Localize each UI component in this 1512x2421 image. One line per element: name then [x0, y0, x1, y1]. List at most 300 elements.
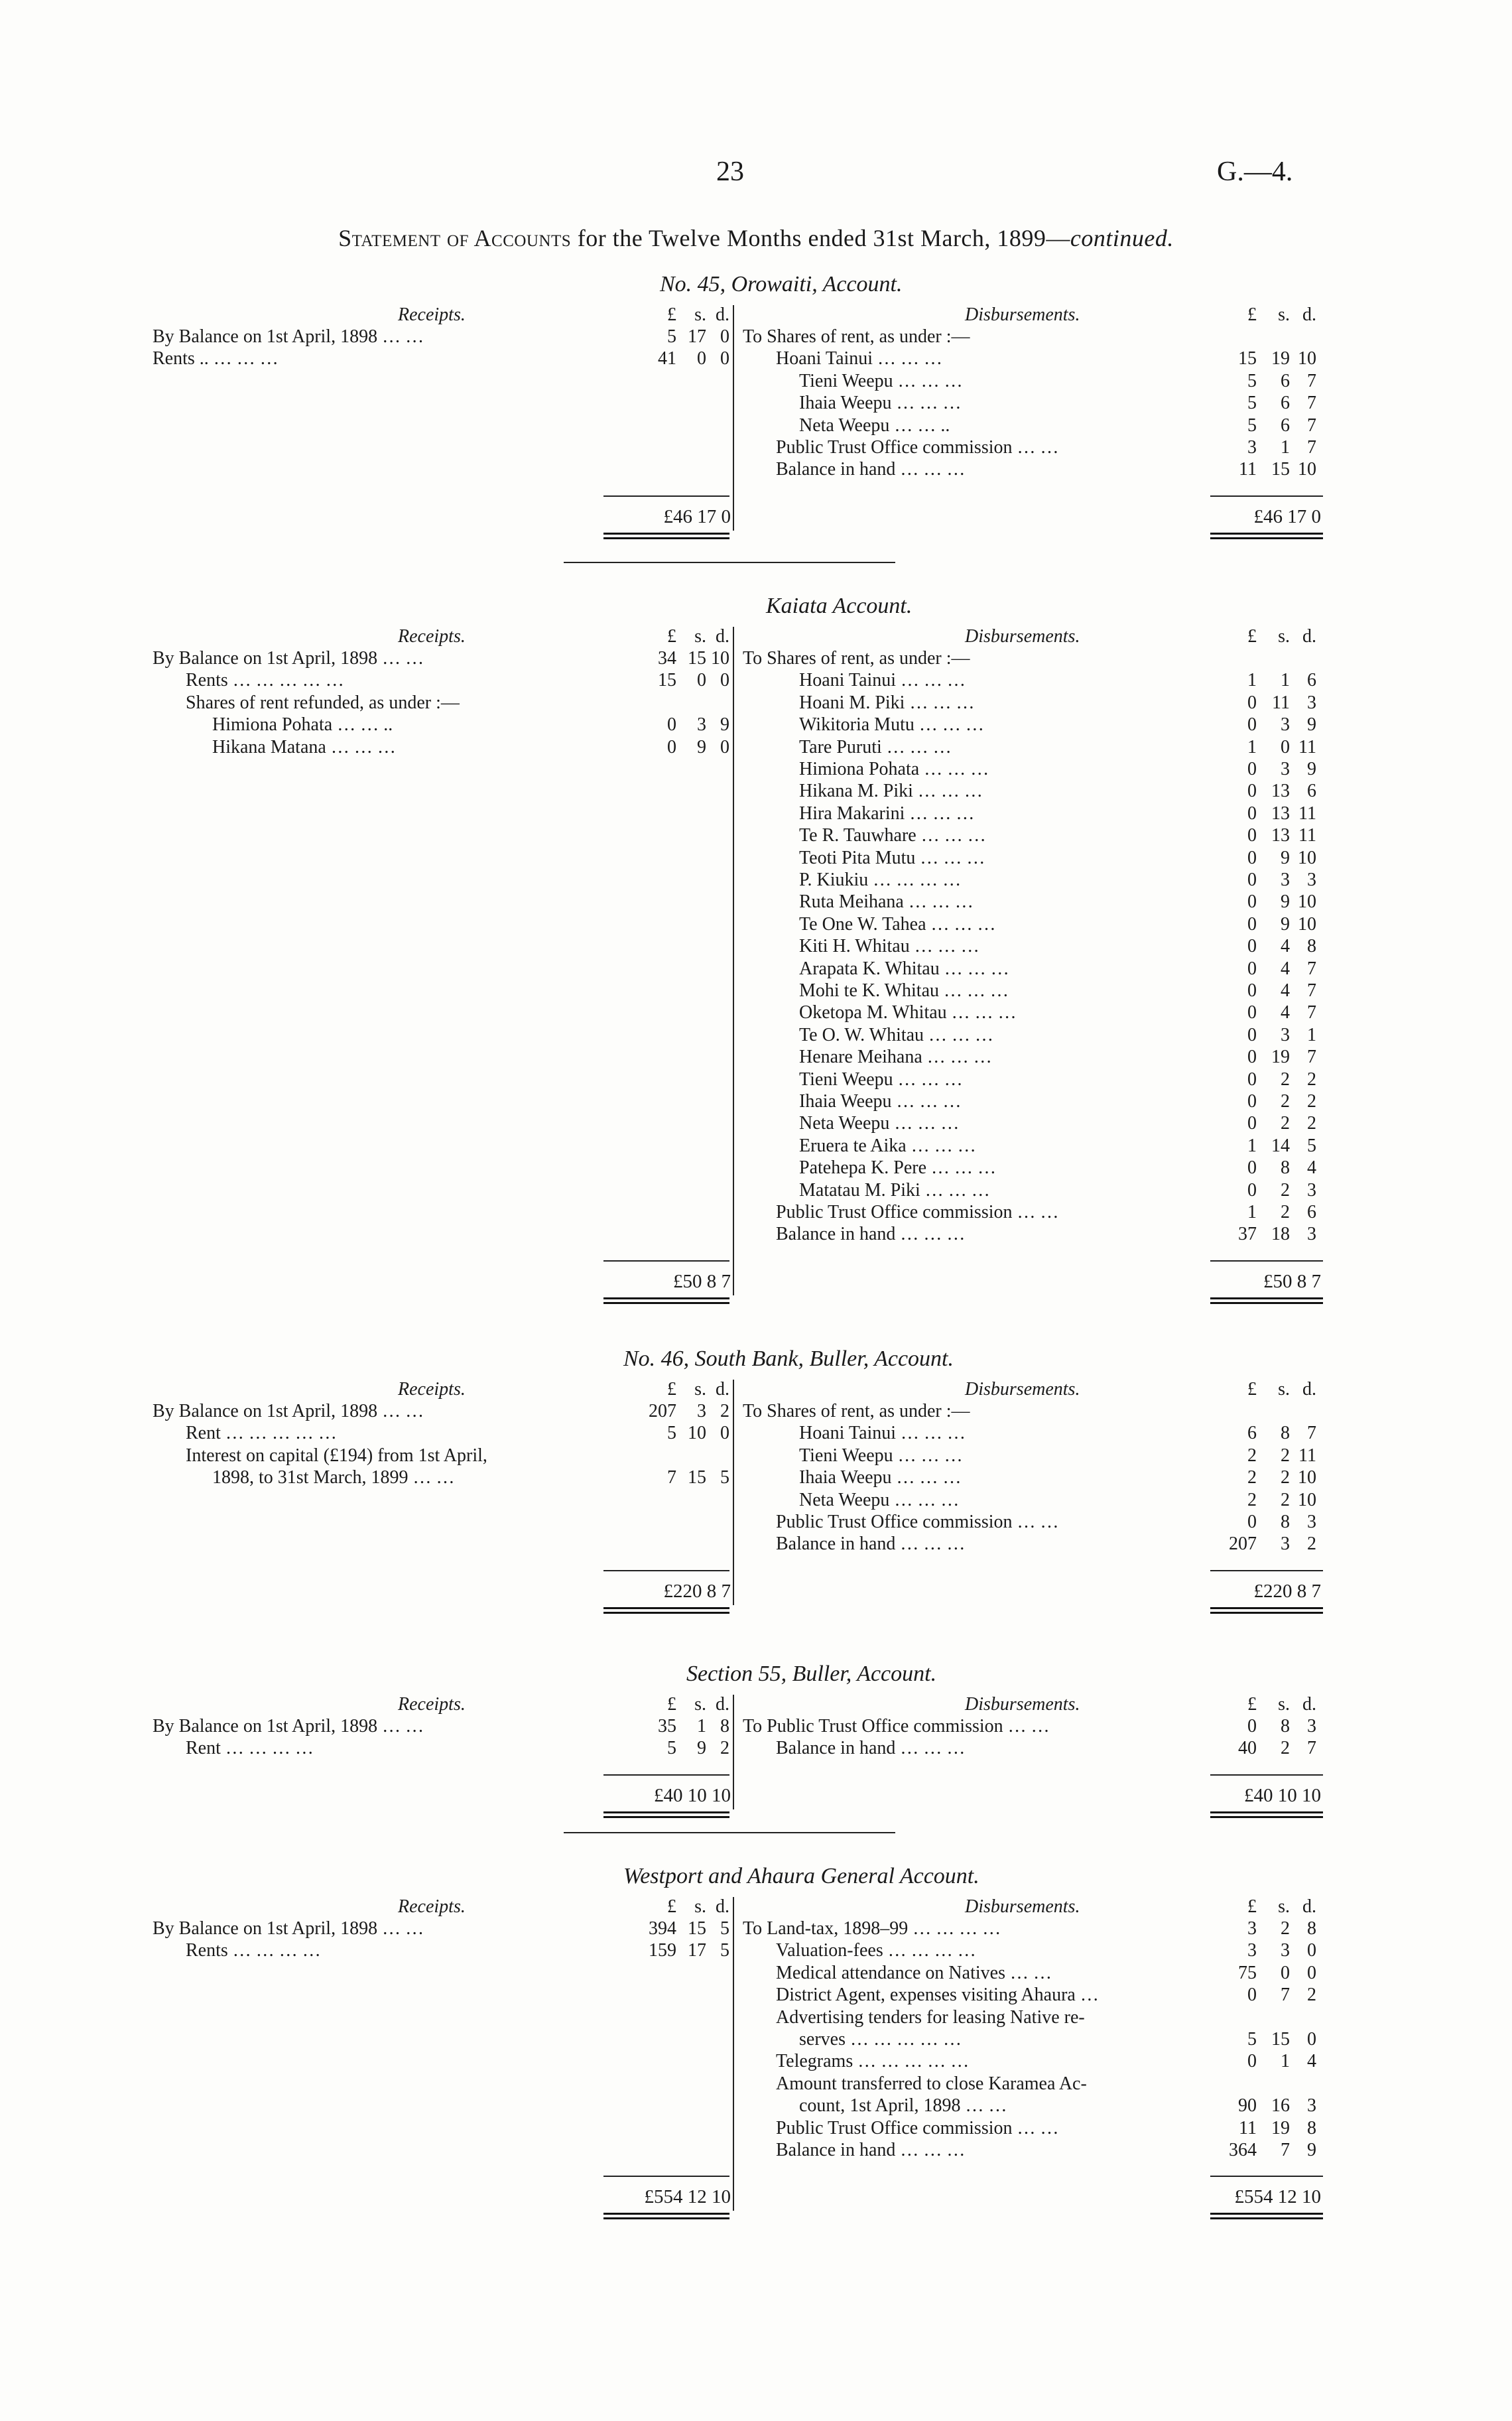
disbursement-pence: 11: [1298, 825, 1316, 846]
disbursement-pounds: 11: [1239, 459, 1257, 480]
disbursement-shillings: 15: [1271, 459, 1290, 480]
disbursement-pounds: 0: [1247, 1091, 1257, 1112]
disbursement-shillings: 6: [1281, 393, 1290, 414]
disbursement-shillings: 0: [1281, 736, 1290, 757]
column-divider: [733, 627, 734, 1295]
disbursement-shillings: 2: [1281, 1179, 1290, 1201]
receipts-subtotal-rule: [603, 1774, 729, 1776]
receipt-shillings: 17: [688, 326, 706, 347]
receipts-total-rule: [603, 2213, 729, 2215]
disbursement-pence: 10: [1298, 459, 1316, 480]
disbursement-pounds: 0: [1247, 1512, 1257, 1532]
disbursement-line: Te O. W. Whitau … … …: [799, 1024, 994, 1045]
disbursements-heading: Disbursements.: [965, 626, 1080, 647]
receipts-heading: Receipts.: [398, 1379, 466, 1400]
receipt-pounds: 15: [658, 670, 676, 691]
disbursement-pence: 3: [1307, 692, 1316, 713]
disbursement-shillings: 0: [1281, 1962, 1290, 1983]
receipts-heading: Receipts.: [398, 304, 466, 325]
disbursement-shillings: 6: [1281, 370, 1290, 391]
disbursement-pounds: 5: [1247, 393, 1257, 414]
disbursements-pence-heading: d.: [1302, 304, 1316, 325]
disbursement-pounds: 364: [1229, 2140, 1257, 2160]
receipts-pence-heading: d.: [716, 304, 729, 325]
disbursements-pounds-heading: £: [1247, 1379, 1257, 1400]
disbursement-pence: 7: [1307, 1738, 1316, 1759]
disbursement-pounds: 0: [1247, 2051, 1257, 2072]
receipts-pence-heading: d.: [716, 1896, 729, 1917]
disbursement-line: Patehepa K. Pere … … …: [799, 1157, 997, 1179]
disbursement-shillings: 1: [1281, 670, 1290, 691]
disbursement-pounds: 1: [1247, 1202, 1257, 1222]
disbursement-line: Public Trust Office commission … …: [776, 437, 1059, 458]
disbursements-subtotal-rule: [1210, 1774, 1323, 1776]
disbursements-total-rule: [1210, 1816, 1323, 1818]
disbursement-line: Valuation-fees … … … …: [776, 1940, 976, 1961]
disbursement-pence: 9: [1307, 759, 1316, 779]
disbursement-pounds: 0: [1247, 714, 1257, 736]
disbursement-pounds: 0: [1247, 913, 1257, 935]
receipt-line: Rent … … … … …: [186, 1423, 337, 1444]
disbursement-pounds: 2: [1247, 1445, 1257, 1466]
disbursements-pounds-heading: £: [1247, 626, 1257, 647]
disbursements-heading: Disbursements.: [965, 1896, 1080, 1917]
disbursement-line: Neta Weepu … … …: [799, 1113, 960, 1134]
disbursements-total-rule: [1210, 2217, 1323, 2219]
disbursements-subtotal-rule: [1210, 1570, 1323, 1571]
disbursement-pounds: 0: [1247, 870, 1257, 890]
receipt-line: By Balance on 1st April, 1898 … …: [153, 1918, 424, 1939]
receipt-pence: 0: [720, 348, 729, 369]
disbursement-line: Ihaia Weepu … … …: [799, 1467, 962, 1488]
disbursement-pence: 6: [1307, 781, 1316, 802]
disbursement-line: Te R. Tauwhare … … …: [799, 825, 986, 846]
disbursement-shillings: 11: [1272, 692, 1290, 713]
receipts-shillings-heading: s.: [694, 1694, 706, 1715]
disbursement-pounds: 1: [1247, 736, 1257, 757]
disbursements-total-rule: [1210, 533, 1323, 535]
disbursements-shillings-heading: s.: [1278, 1896, 1290, 1917]
disbursements-total-rule: [1210, 1811, 1323, 1813]
column-divider: [733, 305, 734, 531]
disbursement-shillings: 4: [1281, 936, 1290, 957]
receipts-pounds-heading: £: [667, 1896, 676, 1917]
receipts-pence-heading: d.: [716, 626, 729, 647]
disbursement-pence: 2: [1307, 1534, 1316, 1555]
receipts-pence-heading: d.: [716, 1379, 729, 1400]
receipt-pence: 0: [720, 326, 729, 347]
page-number: 23: [716, 157, 744, 187]
disbursement-pence: 3: [1307, 1716, 1316, 1736]
disbursement-pounds: 15: [1238, 348, 1257, 369]
disbursement-line: Amount transferred to close Karamea Ac-: [776, 2073, 1087, 2094]
disbursement-pence: 7: [1307, 393, 1316, 414]
disbursement-pounds: 0: [1247, 1069, 1257, 1090]
column-divider: [733, 1897, 734, 2211]
receipts-subtotal-rule: [603, 1260, 729, 1262]
section-separator: [564, 1832, 895, 1833]
disbursement-line: Balance in hand … … …: [776, 2140, 966, 2160]
disbursement-pounds: 207: [1229, 1534, 1257, 1555]
column-divider: [733, 1380, 734, 1605]
disbursement-pence: 3: [1307, 1512, 1316, 1532]
disbursement-pounds: 1: [1247, 1135, 1257, 1156]
receipts-pounds-heading: £: [667, 626, 676, 647]
disbursement-pence: 5: [1307, 1135, 1316, 1156]
disbursement-shillings: 8: [1281, 1157, 1290, 1179]
disbursement-line: Arapata K. Whitau … … …: [799, 958, 1009, 979]
disbursement-line: Te One W. Tahea … … …: [799, 913, 996, 935]
receipt-shillings: 17: [688, 1940, 706, 1961]
disbursement-pounds: 0: [1247, 825, 1257, 846]
receipt-pence: 0: [720, 736, 729, 757]
receipts-pounds-heading: £: [667, 304, 676, 325]
disbursement-pence: 7: [1307, 1423, 1316, 1444]
disbursements-shillings-heading: s.: [1278, 626, 1290, 647]
disbursement-pence: 8: [1307, 2117, 1316, 2138]
disbursement-shillings: 1: [1281, 2051, 1290, 2072]
disbursement-pounds: 1: [1247, 670, 1257, 691]
receipts-total-rule: [603, 2217, 729, 2219]
disbursement-shillings: 8: [1281, 1512, 1290, 1532]
statement-title-part2: for the Twelve Months ended 31st March, 1899—: [577, 225, 1070, 251]
receipt-shillings: 0: [697, 348, 706, 369]
disbursement-shillings: 18: [1271, 1224, 1290, 1245]
receipts-pounds-heading: £: [667, 1379, 676, 1400]
receipt-line: Shares of rent refunded, as under :—: [186, 692, 460, 713]
disbursement-pence: 2: [1307, 1985, 1316, 2006]
disbursement-shillings: 8: [1281, 1423, 1290, 1444]
disbursement-line: Hoani Tainui … … …: [799, 1423, 966, 1444]
receipt-line: Hikana Matana … … …: [212, 736, 396, 757]
disbursement-pence: 7: [1307, 958, 1316, 979]
disbursement-shillings: 13: [1271, 781, 1290, 802]
receipt-pounds: 5: [667, 326, 676, 347]
receipt-pence: 8: [720, 1716, 729, 1736]
disbursements-shillings-heading: s.: [1278, 1694, 1290, 1715]
receipt-line: Rents .. … … …: [153, 348, 279, 369]
disbursement-shillings: 14: [1271, 1135, 1290, 1156]
disbursement-pounds: 0: [1247, 692, 1257, 713]
disbursement-line: Henare Meihana … … …: [799, 1047, 992, 1068]
disbursements-pence-heading: d.: [1302, 626, 1316, 647]
disbursements-pence-heading: d.: [1302, 1379, 1316, 1400]
disbursement-pounds: 75: [1238, 1962, 1257, 1983]
disbursement-line: Balance in hand … … …: [776, 459, 966, 480]
disbursement-line: Balance in hand … … …: [776, 1224, 966, 1245]
column-divider: [733, 1695, 734, 1809]
disbursement-pounds: 5: [1247, 2029, 1257, 2050]
disbursement-line: Wikitoria Mutu … … …: [799, 714, 984, 736]
disbursement-line: serves … … … … …: [799, 2029, 962, 2050]
disbursement-line: Public Trust Office commission … …: [776, 2117, 1059, 2138]
disbursement-pence: 0: [1307, 1962, 1316, 1983]
receipt-line: 1898, to 31st March, 1899 … …: [212, 1467, 455, 1488]
disbursement-shillings: 9: [1281, 847, 1290, 868]
disbursement-pounds: 2: [1247, 1489, 1257, 1510]
disbursement-line: Public Trust Office commission … …: [776, 1512, 1059, 1532]
disbursement-pence: 3: [1307, 1179, 1316, 1201]
receipt-pounds: 7: [667, 1467, 676, 1488]
disbursement-pounds: 0: [1247, 1047, 1257, 1068]
receipt-shillings: 1: [697, 1716, 706, 1736]
receipts-total: £40 10 10: [654, 1784, 731, 1806]
receipts-total-rule: [603, 1607, 729, 1609]
disbursement-pence: 4: [1307, 1157, 1316, 1179]
disbursement-shillings: 3: [1281, 1940, 1290, 1961]
receipts-shillings-heading: s.: [694, 304, 706, 325]
disbursement-shillings: 3: [1281, 714, 1290, 736]
disbursement-pounds: 0: [1247, 936, 1257, 957]
statement-title-continued: continued.: [1070, 225, 1174, 251]
disbursement-pence: 0: [1307, 2029, 1316, 2050]
receipts-total: £220 8 7: [663, 1580, 731, 1602]
disbursement-pence: 6: [1307, 1202, 1316, 1222]
disbursement-pence: 8: [1307, 936, 1316, 957]
receipt-pounds: 0: [667, 736, 676, 757]
disbursement-shillings: 4: [1281, 980, 1290, 1001]
receipts-shillings-heading: s.: [694, 1379, 706, 1400]
disbursement-shillings: 19: [1271, 348, 1290, 369]
disbursement-pence: 7: [1307, 437, 1316, 458]
disbursements-heading: Disbursements.: [965, 304, 1080, 325]
receipt-shillings: 3: [697, 1401, 706, 1421]
disbursement-shillings: 16: [1271, 2095, 1290, 2117]
disbursement-pence: 2: [1307, 1113, 1316, 1134]
receipts-total-rule: [603, 1302, 729, 1304]
disbursement-pounds: 0: [1247, 847, 1257, 868]
receipts-total: £46 17 0: [663, 505, 731, 527]
disbursement-line: Tare Puruti … … …: [799, 736, 952, 757]
disbursement-pence: 11: [1298, 1445, 1316, 1466]
disbursement-shillings: 3: [1281, 759, 1290, 779]
disbursement-shillings: 2: [1281, 1918, 1290, 1939]
disbursement-pounds: 40: [1238, 1738, 1257, 1759]
disbursement-line: count, 1st April, 1898 … …: [799, 2095, 1007, 2117]
disbursements-pence-heading: d.: [1302, 1694, 1316, 1715]
disbursement-shillings: 3: [1281, 1534, 1290, 1555]
receipts-total-rule: [603, 537, 729, 539]
receipts-total-rule: [603, 533, 729, 535]
receipts-subtotal-rule: [603, 1570, 729, 1571]
receipt-line: Rents … … … … …: [186, 670, 344, 691]
receipt-shillings: 15: [688, 648, 706, 669]
receipt-shillings: 10: [688, 1423, 706, 1444]
receipts-total: £50 8 7: [673, 1270, 731, 1292]
disbursement-pounds: 90: [1238, 2095, 1257, 2117]
receipts-pence-heading: d.: [716, 1694, 729, 1715]
disbursement-shillings: 6: [1281, 415, 1290, 436]
receipt-pounds: 41: [658, 348, 676, 369]
receipts-total-rule: [603, 1816, 729, 1818]
disbursements-heading: Disbursements.: [965, 1694, 1080, 1715]
disbursements-subtotal-rule: [1210, 495, 1323, 497]
receipt-pence: 5: [720, 1940, 729, 1961]
disbursement-pounds: 0: [1247, 1179, 1257, 1201]
receipt-line: By Balance on 1st April, 1898 … …: [153, 648, 424, 669]
disbursement-pounds: 0: [1247, 1157, 1257, 1179]
receipts-subtotal-rule: [603, 495, 729, 497]
disbursements-total-rule: [1210, 1612, 1323, 1614]
receipts-total-rule: [603, 1811, 729, 1813]
disbursement-pounds: 37: [1238, 1224, 1257, 1245]
disbursement-pence: 9: [1307, 714, 1316, 736]
receipt-line: By Balance on 1st April, 1898 … …: [153, 1716, 424, 1736]
disbursement-shillings: 2: [1281, 1091, 1290, 1112]
disbursement-line: P. Kiukiu … … … …: [799, 870, 962, 890]
disbursement-pounds: 0: [1247, 1024, 1257, 1045]
disbursement-line: Advertising tenders for leasing Native re-: [776, 2006, 1085, 2028]
disbursement-pence: 11: [1298, 803, 1316, 824]
disbursement-pence: 1: [1307, 1024, 1316, 1045]
disbursement-pence: 0: [1307, 1940, 1316, 1961]
receipts-subtotal-rule: [603, 2176, 729, 2177]
disbursement-line: Telegrams … … … … …: [776, 2051, 970, 2072]
disbursement-pence: 7: [1307, 1047, 1316, 1068]
receipts-heading: Receipts.: [398, 1896, 466, 1917]
disbursement-pounds: 2: [1247, 1467, 1257, 1488]
disbursement-pounds: 0: [1247, 891, 1257, 913]
disbursement-pence: 2: [1307, 1069, 1316, 1090]
disbursements-subtotal-rule: [1210, 2176, 1323, 2177]
disbursement-pence: 7: [1307, 415, 1316, 436]
disbursement-pence: 4: [1307, 2051, 1316, 2072]
statement-title-part1: Statement of Accounts: [338, 225, 572, 251]
disbursement-shillings: 4: [1281, 958, 1290, 979]
disbursements-heading: Disbursements.: [965, 1379, 1080, 1400]
receipt-pounds: 207: [649, 1401, 676, 1421]
disbursement-pounds: 5: [1247, 370, 1257, 391]
account-title: No. 46, South Bank, Buller, Account.: [623, 1346, 954, 1371]
account-title: Section 55, Buller, Account.: [686, 1662, 937, 1686]
disbursement-line: To Shares of rent, as under :—: [743, 1401, 970, 1421]
disbursement-shillings: 2: [1281, 1467, 1290, 1488]
receipt-shillings: 9: [697, 736, 706, 757]
disbursement-shillings: 2: [1281, 1069, 1290, 1090]
disbursement-shillings: 13: [1271, 803, 1290, 824]
receipt-pence: 5: [720, 1467, 729, 1488]
receipt-line: By Balance on 1st April, 1898 … …: [153, 326, 424, 347]
receipt-shillings: 9: [697, 1738, 706, 1759]
disbursement-shillings: 19: [1271, 2117, 1290, 2138]
disbursement-line: Tieni Weepu … … …: [799, 1069, 963, 1090]
receipts-total: £554 12 10: [644, 2186, 731, 2208]
disbursement-pence: 10: [1298, 847, 1316, 868]
disbursement-pence: 3: [1307, 870, 1316, 890]
disbursement-shillings: 2: [1281, 1113, 1290, 1134]
disbursement-pence: 7: [1307, 1002, 1316, 1023]
receipt-pounds: 34: [658, 648, 676, 669]
disbursement-pounds: 0: [1247, 781, 1257, 802]
receipts-heading: Receipts.: [398, 1694, 466, 1715]
disbursement-pounds: 6: [1247, 1423, 1257, 1444]
disbursement-pounds: 5: [1247, 415, 1257, 436]
disbursement-line: Ruta Meihana … … …: [799, 891, 974, 913]
disbursement-line: Hoani Tainui … … …: [799, 670, 966, 691]
receipt-shillings: 15: [688, 1467, 706, 1488]
disbursement-pounds: 0: [1247, 980, 1257, 1001]
disbursement-pence: 10: [1298, 1467, 1316, 1488]
disbursement-pounds: 3: [1247, 437, 1257, 458]
disbursement-shillings: 19: [1271, 1047, 1290, 1068]
receipt-line: Himiona Pohata … … ..: [212, 714, 393, 736]
disbursement-line: Matatau M. Piki … … …: [799, 1179, 990, 1201]
disbursement-line: Hoani Tainui … … …: [776, 348, 943, 369]
disbursement-line: Neta Weepu … … ..: [799, 415, 950, 436]
disbursement-shillings: 2: [1281, 1738, 1290, 1759]
disbursement-line: Balance in hand … … …: [776, 1738, 966, 1759]
disbursements-subtotal-rule: [1210, 1260, 1323, 1262]
disbursement-line: District Agent, expenses visiting Ahaura …: [776, 1985, 1099, 2006]
disbursement-line: Himiona Pohata … … …: [799, 759, 989, 779]
disbursement-shillings: 7: [1281, 1985, 1290, 2006]
receipts-shillings-heading: s.: [694, 626, 706, 647]
disbursements-pounds-heading: £: [1247, 1896, 1257, 1917]
disbursement-pence: 2: [1307, 1091, 1316, 1112]
receipt-pence: 0: [720, 670, 729, 691]
receipt-pounds: 0: [667, 714, 676, 736]
disbursement-line: Tieni Weepu … … …: [799, 370, 963, 391]
receipt-pence: 10: [711, 648, 729, 669]
disbursement-line: Mohi te K. Whitau … … …: [799, 980, 1009, 1001]
disbursement-shillings: 2: [1281, 1202, 1290, 1222]
disbursement-line: Neta Weepu … … …: [799, 1489, 960, 1510]
disbursement-shillings: 4: [1281, 1002, 1290, 1023]
receipt-pence: 5: [720, 1918, 729, 1939]
disbursement-pence: 10: [1298, 913, 1316, 935]
receipt-shillings: 15: [688, 1918, 706, 1939]
disbursement-pounds: 3: [1247, 1940, 1257, 1961]
disbursement-line: Public Trust Office commission … …: [776, 1202, 1059, 1222]
disbursement-shillings: 13: [1271, 825, 1290, 846]
disbursement-pence: 10: [1298, 891, 1316, 913]
disbursement-shillings: 2: [1281, 1489, 1290, 1510]
disbursements-pounds-heading: £: [1247, 304, 1257, 325]
disbursement-pence: 11: [1298, 736, 1316, 757]
receipt-line: By Balance on 1st April, 1898 … …: [153, 1401, 424, 1421]
disbursement-line: Hoani M. Piki … … …: [799, 692, 975, 713]
disbursement-pounds: 0: [1247, 759, 1257, 779]
disbursements-total-rule: [1210, 537, 1323, 539]
receipt-pounds: 5: [667, 1738, 676, 1759]
receipts-total-rule: [603, 1297, 729, 1299]
receipt-pence: 2: [720, 1738, 729, 1759]
receipt-pounds: 394: [649, 1918, 676, 1939]
receipt-line: Rents … … … …: [186, 1940, 321, 1961]
disbursement-shillings: 7: [1281, 2140, 1290, 2160]
disbursement-pounds: 0: [1247, 803, 1257, 824]
account-title: No. 45, Orowaiti, Account.: [660, 272, 903, 296]
receipt-pounds: 159: [649, 1940, 676, 1961]
receipt-pence: 2: [720, 1401, 729, 1421]
receipts-pounds-heading: £: [667, 1694, 676, 1715]
disbursement-line: To Shares of rent, as under :—: [743, 326, 970, 347]
statement-title: [0, 224, 1512, 252]
disbursement-line: Ihaia Weepu … … …: [799, 1091, 962, 1112]
disbursements-total: £554 12 10: [1234, 2186, 1321, 2208]
disbursements-total-rule: [1210, 1607, 1323, 1609]
disbursement-line: Tieni Weepu … … …: [799, 1445, 963, 1466]
disbursement-line: Eruera te Aika … … …: [799, 1135, 976, 1156]
receipt-pence: 9: [720, 714, 729, 736]
disbursement-pounds: 11: [1239, 2117, 1257, 2138]
disbursement-shillings: 8: [1281, 1716, 1290, 1736]
disbursement-line: Ihaia Weepu … … …: [799, 393, 962, 414]
disbursement-line: Kiti H. Whitau … … …: [799, 936, 979, 957]
disbursement-line: Oketopa M. Whitau … … …: [799, 1002, 1017, 1023]
disbursement-pence: 7: [1307, 980, 1316, 1001]
disbursement-line: Teoti Pita Mutu … … …: [799, 847, 985, 868]
